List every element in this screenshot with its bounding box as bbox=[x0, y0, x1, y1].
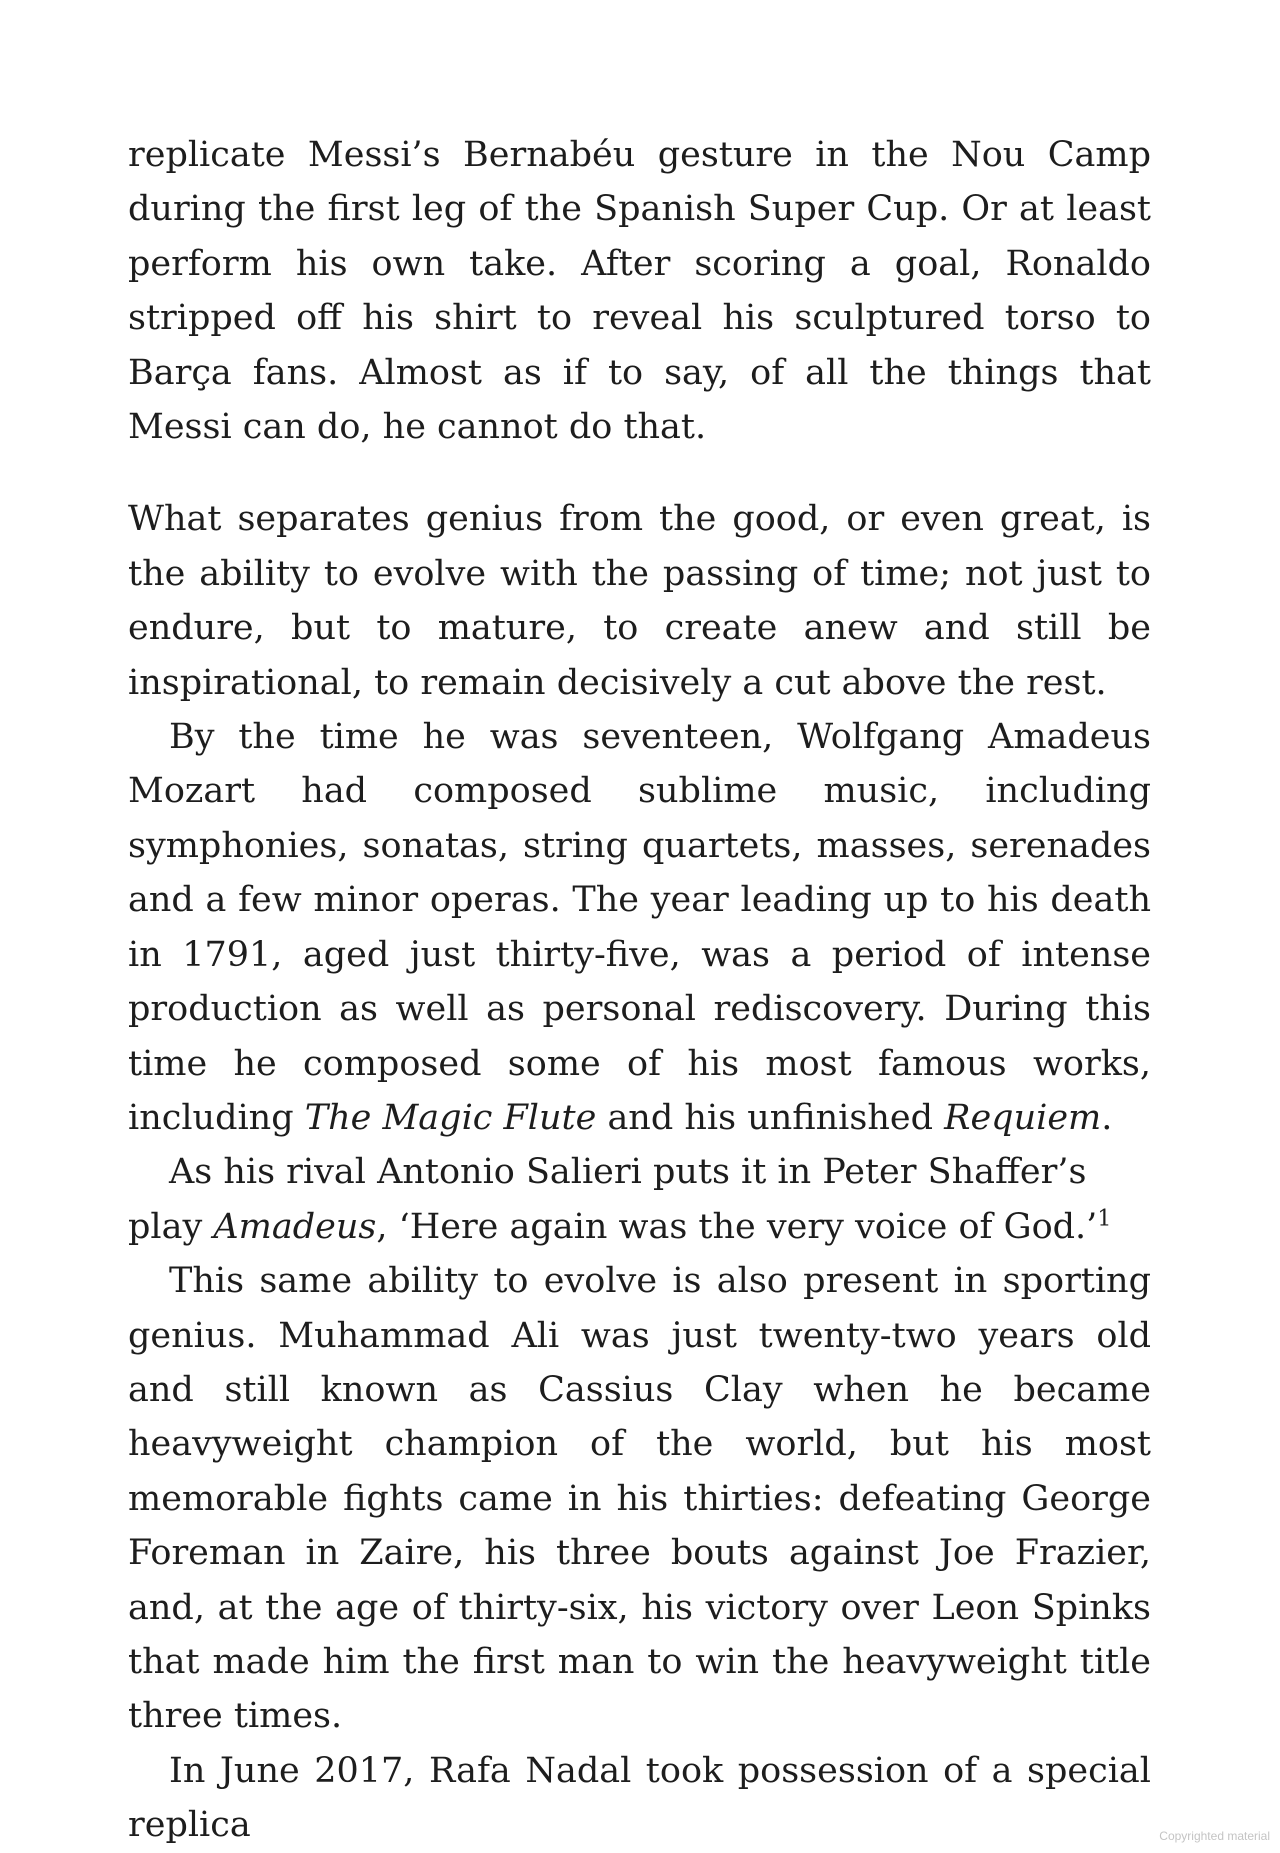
paragraph-genius-evolve: What separates genius from the good, or even great, is the ability to evolve with the passing of time; not just to endure, but to mature, to create anew and still be inspirational, to remain decisively a cut above the rest. bbox=[128, 499, 1151, 703]
paragraph-nadal: In June 2017, Rafa Nadal took possession of a special replica bbox=[128, 1750, 1151, 1846]
mozart-text-before: By the time he was seventeen, Wolfgang Amadeus Mozart had composed sublime music, including symphonies, sonatas, string quartets, masses, serenades and a few minor operas. The year leading up to his death in 1791, aged just thirty-five, was a period of intense production as well as personal rediscovery. During this time he composed some of his most famous works, including bbox=[128, 717, 1151, 1138]
mozart-text-middle: and his unfinished bbox=[596, 1097, 945, 1138]
paragraph-muhammad-ali: This same ability to evolve is also present in sporting genius. Muhammad Ali was just twenty-two years old and still known as Cassius Clay when he became heavyweight champion of the world, but his most memorable fights came in his thirties: defeating George Foreman in Zaire, his three bouts against Joe Frazier, and, at the age of thirty-six, his victory over Leon Spinks that made him the first man to win the heavyweight title three times. bbox=[128, 1261, 1151, 1737]
paragraph-salieri bbox=[128, 1145, 1151, 1254]
salieri-text-after: , ‘Here again was the very voice of God.’ bbox=[376, 1206, 1098, 1247]
copyright-watermark: Copyrighted material bbox=[1159, 1829, 1270, 1843]
paragraph-ronaldo-gesture: replicate Messi’s Bernabéu gesture in the Nou Camp during the first leg of the Spanish Super Cup. Or at least perform his own take. After scoring a goal, Ronaldo stripped off his shirt to reveal his sculptured torso to Barça fans. Almost as if to say, of all the things that Messi can do, he cannot do that. bbox=[128, 135, 1151, 448]
salieri-text-before: As his rival Antonio Salieri puts it in Peter Shaffer’s play bbox=[128, 1152, 1087, 1247]
paragraph-mozart bbox=[128, 710, 1151, 1145]
mozart-text-after: . bbox=[1101, 1097, 1113, 1138]
title-amadeus: Amadeus bbox=[213, 1206, 377, 1247]
page-body bbox=[128, 128, 1151, 1853]
footnote-marker[interactable]: 1 bbox=[1097, 1206, 1112, 1232]
title-requiem: Requiem bbox=[944, 1097, 1102, 1138]
title-magic-flute: The Magic Flute bbox=[304, 1097, 597, 1138]
